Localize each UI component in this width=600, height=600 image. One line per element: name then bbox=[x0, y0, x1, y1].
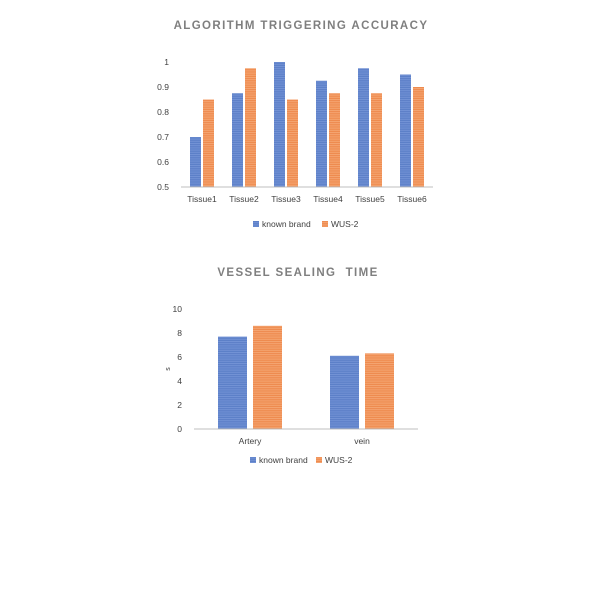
category-label: Tissue6 bbox=[397, 194, 427, 204]
legend-swatch-known-brand bbox=[250, 457, 256, 463]
y-tick-label: 2 bbox=[177, 400, 182, 410]
bar-wus-2-tissue4 bbox=[329, 93, 340, 187]
chart-sealing-y-ticks bbox=[173, 304, 183, 434]
bar-wus-2-vein bbox=[365, 353, 394, 429]
chart-accuracy-title: ALGORITHM TRIGGERING ACCURACY bbox=[173, 20, 429, 32]
category-label: vein bbox=[354, 436, 370, 446]
chart-sealing-bars bbox=[218, 326, 394, 429]
category-label: Tissue4 bbox=[313, 194, 343, 204]
legend-label-wus2: WUS-2 bbox=[331, 219, 359, 229]
chart-accuracy-categories bbox=[187, 194, 427, 204]
y-tick-label: 0.5 bbox=[157, 182, 169, 192]
bar-known-brand-tissue2 bbox=[232, 93, 243, 187]
y-tick-label: 1 bbox=[164, 57, 169, 67]
y-tick-label: 4 bbox=[177, 376, 182, 386]
bar-known-brand-tissue5 bbox=[358, 68, 369, 187]
bar-wus-2-tissue3 bbox=[287, 100, 298, 188]
bar-known-brand-tissue3 bbox=[274, 62, 285, 187]
bar-known-brand-tissue1 bbox=[190, 137, 201, 187]
bar-wus-2-tissue6 bbox=[413, 87, 424, 187]
chart-accuracy-legend bbox=[253, 219, 359, 229]
legend-swatch-wus2 bbox=[316, 457, 322, 463]
legend-label-known-brand: known brand bbox=[262, 219, 311, 229]
category-label: Tissue2 bbox=[229, 194, 259, 204]
chart-accuracy-bars bbox=[190, 62, 424, 187]
y-tick-label: 0 bbox=[177, 424, 182, 434]
category-label: Tissue3 bbox=[271, 194, 301, 204]
bar-known-brand-vein bbox=[330, 356, 359, 429]
bar-wus-2-tissue2 bbox=[245, 68, 256, 187]
bar-wus-2-tissue1 bbox=[203, 100, 214, 188]
legend-label-wus2: WUS-2 bbox=[325, 455, 353, 465]
y-tick-label: 6 bbox=[177, 352, 182, 362]
chart-sealing-time bbox=[165, 267, 418, 465]
category-label: Tissue5 bbox=[355, 194, 385, 204]
bar-wus-2-artery bbox=[253, 326, 282, 429]
chart-sealing-legend bbox=[250, 455, 353, 465]
chart-sealing-title: VESSEL SEALING TIME bbox=[217, 267, 379, 279]
bar-known-brand-artery bbox=[218, 337, 247, 429]
chart-sealing-y-label: s bbox=[165, 367, 172, 371]
bar-wus-2-tissue5 bbox=[371, 93, 382, 187]
y-tick-label: 10 bbox=[172, 304, 182, 314]
y-tick-label: 8 bbox=[177, 328, 182, 338]
category-label: Tissue1 bbox=[187, 194, 217, 204]
y-tick-label: 0.8 bbox=[157, 107, 169, 117]
category-label: Artery bbox=[238, 436, 262, 446]
legend-swatch-wus2 bbox=[322, 221, 328, 227]
bar-known-brand-tissue6 bbox=[400, 75, 411, 188]
y-tick-label: 0.6 bbox=[157, 157, 169, 167]
legend-label-known-brand: known brand bbox=[259, 455, 308, 465]
chart-sealing-categories bbox=[239, 436, 370, 446]
y-tick-label: 0.9 bbox=[157, 82, 169, 92]
y-tick-label: 0.7 bbox=[157, 132, 169, 142]
chart-accuracy bbox=[157, 20, 433, 229]
chart-accuracy-y-ticks bbox=[157, 57, 169, 192]
legend-swatch-known-brand bbox=[253, 221, 259, 227]
bar-known-brand-tissue4 bbox=[316, 81, 327, 187]
